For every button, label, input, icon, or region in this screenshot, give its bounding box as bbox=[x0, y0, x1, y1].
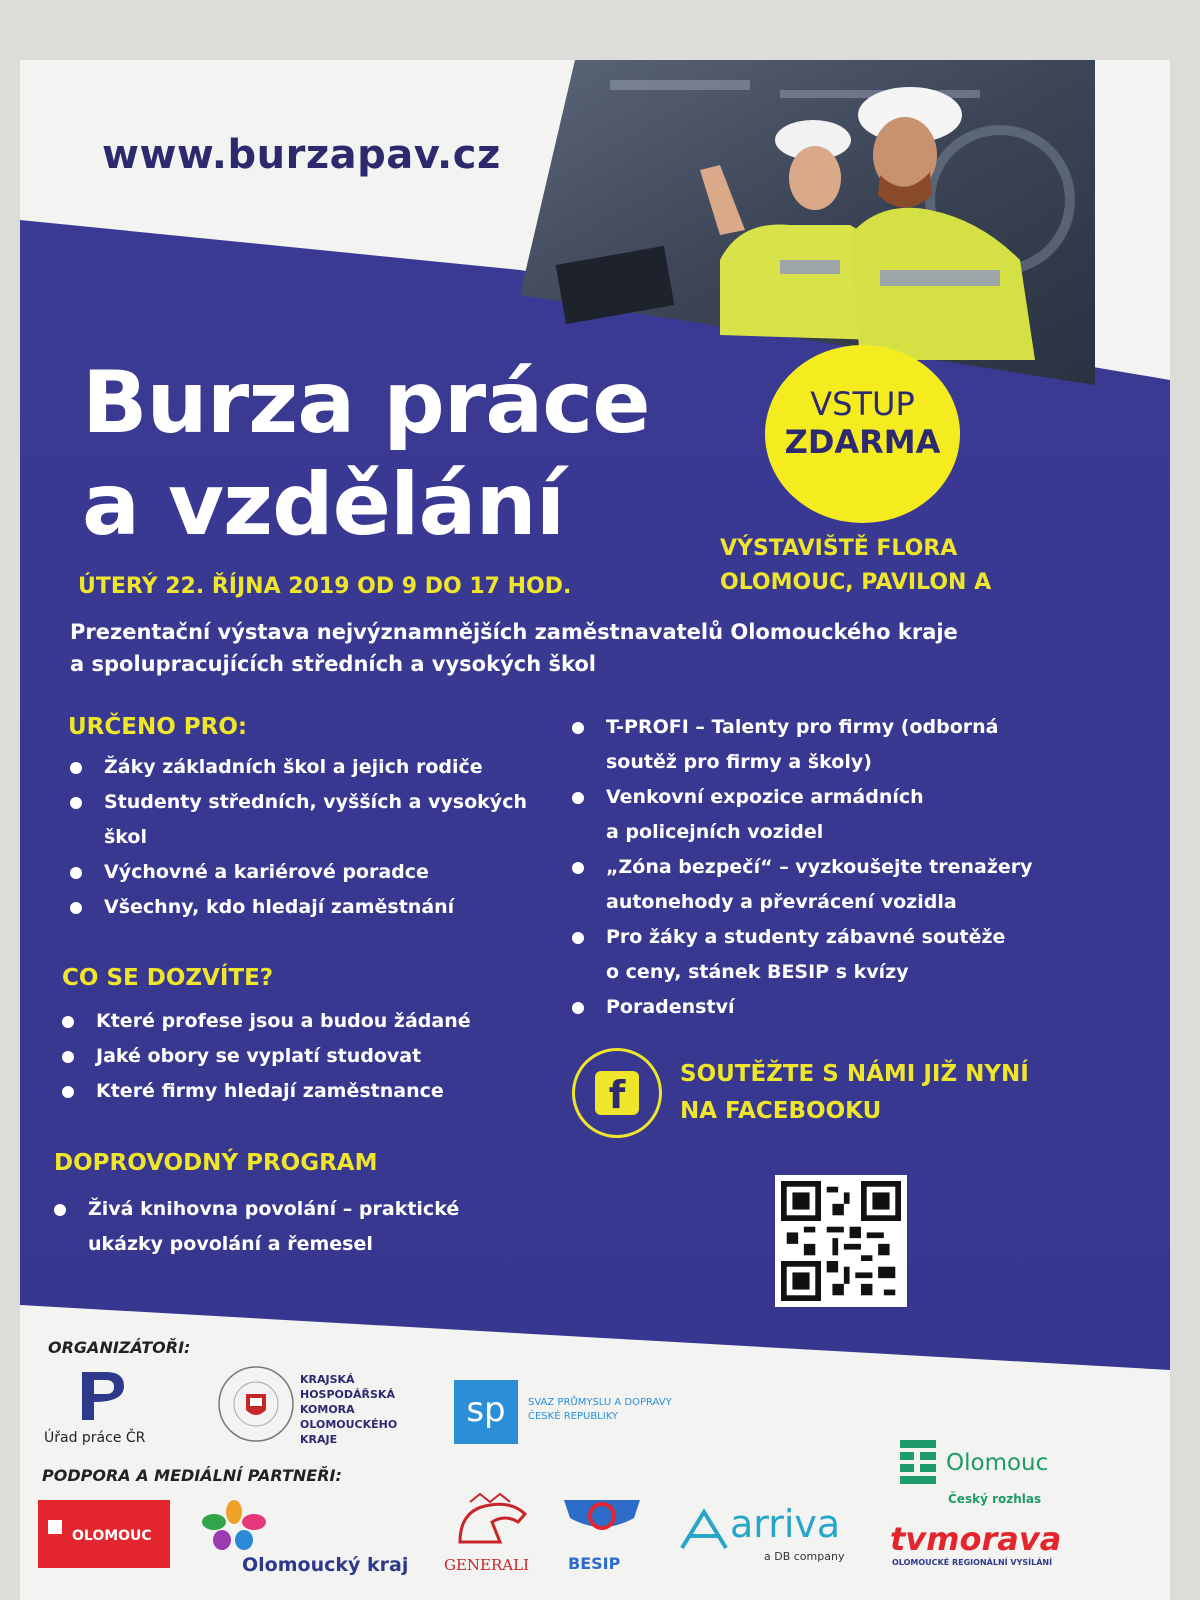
list-item: Všechny, kdo hledají zaměstnání bbox=[68, 890, 527, 925]
organizers-label: ORGANIZÁTOŘI: bbox=[48, 1338, 191, 1357]
list-item: Které profese jsou a budou žádané bbox=[60, 1004, 471, 1039]
badge-line1: VSTUP bbox=[810, 385, 915, 423]
venue-line1: VÝSTAVIŠTĚ FLORA bbox=[720, 536, 958, 561]
intro-text bbox=[70, 616, 1070, 680]
list-item: Pro žáky a studenty zábavné soutěže o ceny, stánek BESIP s kvízy bbox=[570, 920, 1033, 990]
list-item: T-PROFI – Talenty pro firmy (odborná soutěž pro firmy a školy) bbox=[570, 710, 1033, 780]
list-item: Studenty středních, vyšších a vysokých škol bbox=[68, 785, 527, 855]
arriva-sub: a DB company bbox=[764, 1550, 845, 1563]
rozhlas-logo-icon bbox=[900, 1440, 940, 1486]
facebook-line2: NA FACEBOOKU bbox=[680, 1098, 882, 1124]
list-item: Které firmy hledají zaměstnance bbox=[60, 1074, 471, 1109]
list-item: Žáky základních škol a jejich rodiče bbox=[68, 750, 527, 785]
list-item: Výchovné a kariérové poradce bbox=[68, 855, 527, 890]
rozhlas-name: Český rozhlas bbox=[948, 1492, 1042, 1506]
page-title bbox=[82, 352, 650, 556]
facebook-line1: SOUTĚŽTE S NÁMI JIŽ NYNÍ bbox=[680, 1061, 1029, 1087]
list-item: „Zóna bezpečí“ – vyzkoušejte trenažery autonehody a převrácení vozidla bbox=[570, 850, 1033, 920]
event-venue bbox=[720, 532, 991, 600]
title-line2: a vzdělání bbox=[82, 455, 565, 555]
arriva-name: arriva bbox=[730, 1502, 841, 1546]
qr-code[interactable] bbox=[775, 1175, 907, 1307]
olomoucky-kraj-flower-icon bbox=[200, 1500, 268, 1550]
dozvite-list bbox=[60, 1004, 471, 1109]
facebook-icon[interactable] bbox=[572, 1048, 662, 1138]
tvmorava-name: tvmorava bbox=[890, 1520, 1062, 1558]
komora-seal-icon bbox=[216, 1364, 296, 1444]
list-item: Venkovní expozice armádních a policejních vozidel bbox=[570, 780, 1033, 850]
sp-name: SVAZ PRŮMYSLU A DOPRAVY ČESKÉ REPUBLIKY bbox=[528, 1397, 672, 1422]
intro-line2: a spolupracujících středních a vysokých škol bbox=[70, 652, 597, 676]
program-list-left bbox=[52, 1192, 459, 1262]
section-title-dozvite: CO SE DOZVÍTE? bbox=[62, 965, 274, 991]
generali-lion-icon bbox=[440, 1492, 540, 1552]
partners-label: PODPORA A MEDIÁLNÍ PARTNEŘI: bbox=[42, 1466, 342, 1485]
besip-logo-icon bbox=[560, 1496, 644, 1556]
poster bbox=[20, 60, 1170, 1600]
event-date: ÚTERÝ 22. ŘÍJNA 2019 OD 9 DO 17 HOD. bbox=[78, 574, 572, 599]
intro-line1: Prezentační výstava nejvýznamnějších zaměstnavatelů Olomouckého kraje bbox=[70, 620, 958, 644]
urceno-list bbox=[68, 750, 527, 925]
section-title-urceno: URČENO PRO: bbox=[68, 714, 248, 740]
section-title-program: DOPROVODNÝ PROGRAM bbox=[54, 1150, 378, 1176]
facebook-glyph: f bbox=[595, 1071, 639, 1115]
generali-name: GENERALI bbox=[444, 1556, 530, 1574]
venue-line2: OLOMOUC, PAVILON A bbox=[720, 570, 992, 595]
title-line1: Burza práce bbox=[82, 353, 650, 453]
list-item: Živá knihovna povolání – praktické ukázky povolání a řemesel bbox=[52, 1192, 459, 1262]
komora-name: KRAJSKÁ HOSPODÁŘSKÁ KOMORA OLOMOUCKÉHO KRAJE bbox=[300, 1373, 398, 1446]
tvmorava-sub: OLOMOUCKÉ REGIONÁLNÍ VYSÍLÁNÍ bbox=[892, 1558, 1053, 1567]
arriva-icon bbox=[678, 1508, 730, 1552]
olomouc-city-logo: OLOMOUC bbox=[38, 1500, 170, 1568]
besip-name: BESIP bbox=[568, 1554, 621, 1573]
sp-logo: sp bbox=[454, 1380, 518, 1444]
qr-code-graphic bbox=[781, 1181, 901, 1301]
urad-prace-logo bbox=[76, 1368, 134, 1424]
website-url[interactable]: www.burzapav.cz bbox=[102, 132, 501, 178]
rozhlas-city: Olomouc bbox=[946, 1450, 1049, 1476]
badge-line2: ZDARMA bbox=[784, 423, 941, 461]
list-item: Jaké obory se vyplatí studovat bbox=[60, 1039, 471, 1074]
facebook-cta[interactable] bbox=[680, 1056, 1029, 1130]
olomoucky-kraj-name: Olomoucký kraj bbox=[242, 1554, 409, 1576]
program-list-right bbox=[570, 710, 1033, 1025]
free-entry-badge bbox=[765, 345, 960, 523]
list-item: Poradenství bbox=[570, 990, 1033, 1025]
workers-photo bbox=[20, 60, 1170, 400]
urad-prace-name: Úřad práce ČR bbox=[44, 1430, 146, 1446]
